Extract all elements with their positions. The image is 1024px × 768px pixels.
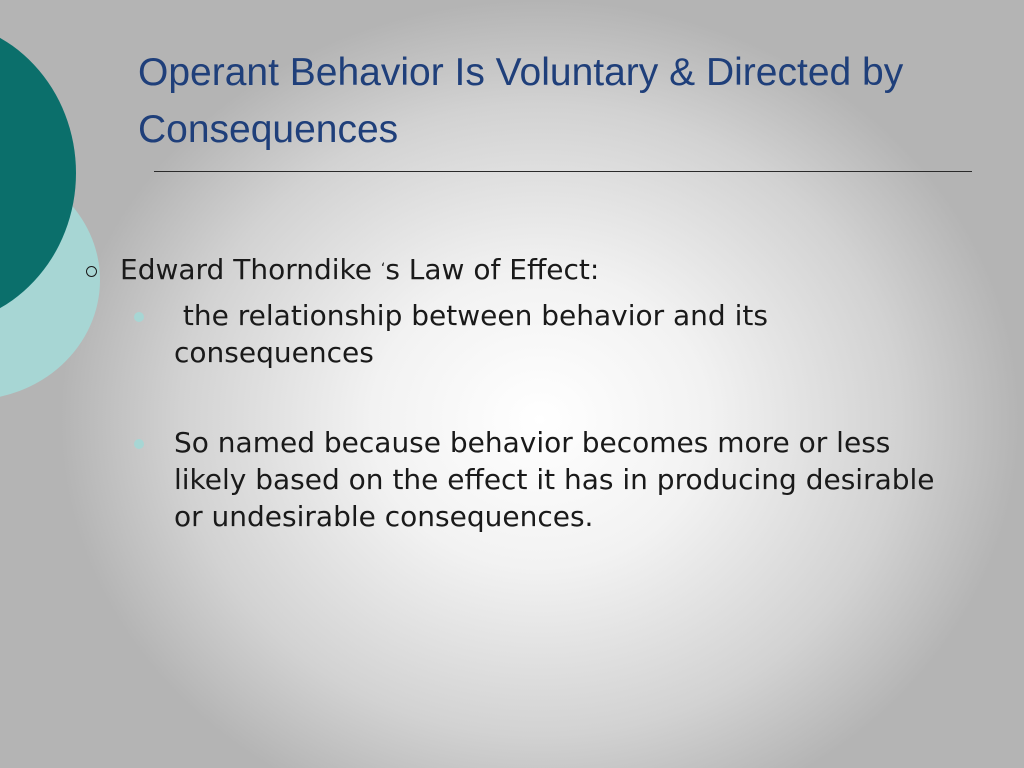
sub-bullet-text: So named because behavior becomes more or less likely based on the effect it has in producing desirable or undesirable consequences. <box>174 426 935 533</box>
filled-circle-bullet-icon <box>134 312 144 322</box>
bullet-text-part: s Law of Effect: <box>385 253 600 286</box>
hollow-circle-bullet-icon <box>86 266 97 277</box>
slide-title: Operant Behavior Is Voluntary & Directed by Consequences <box>138 51 904 151</box>
title-divider <box>154 171 972 172</box>
sub-bullet-text: the relationship between behavior and its consequences <box>174 299 777 369</box>
bullet-level1-text <box>120 252 940 293</box>
filled-circle-bullet-icon <box>134 439 144 449</box>
bullet-quote-mark: ‘ <box>380 261 386 277</box>
bullet-text-part: Edward Thorndike <box>120 253 381 286</box>
